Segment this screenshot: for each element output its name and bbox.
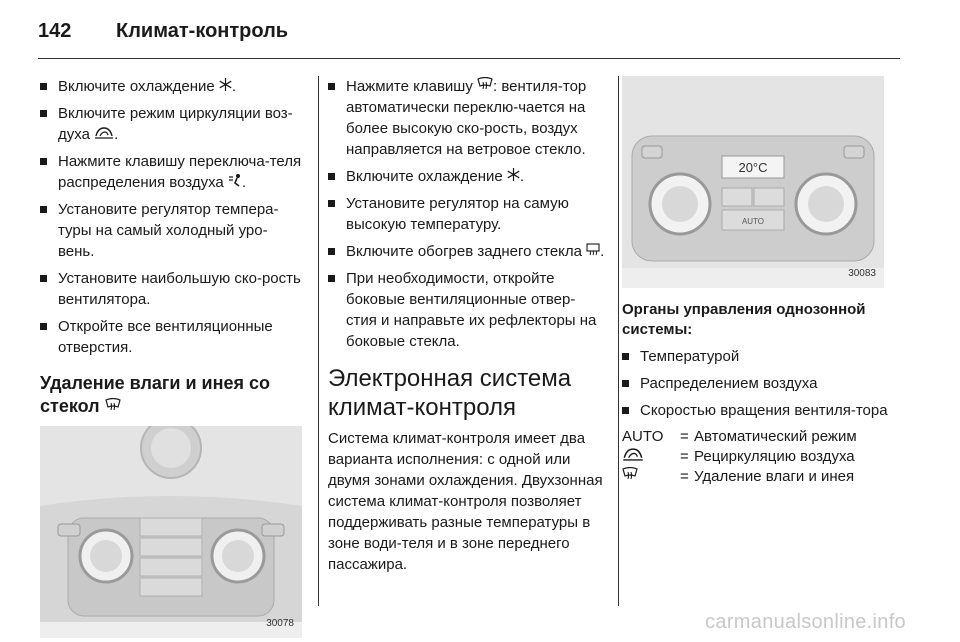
snowflake-icon [507,168,520,181]
header-rule [38,58,900,59]
legend-row: = Удаление влаги и инея [622,467,892,487]
list-item: Включите охлаждение . [328,166,606,187]
defrost-icon [477,77,493,91]
legend-row: = Рециркуляцию воздуха [622,447,892,467]
page-title: Климат-контроль [116,20,289,42]
list-item: Установите регулятор темпера-туры на самый холодный уро-вень. [40,199,302,262]
column-2 [328,76,606,575]
list-item: Установите наибольшую ско-рость вентилятора. [40,268,302,310]
auto-button-label: AUTO [741,217,765,226]
list-item: Температурой [622,346,902,367]
list-item: Установите регулятор на самую высокую температуру. [328,193,606,235]
defrost-steps-list [328,76,606,352]
legend-value: Автоматический режим [694,428,857,445]
defrost-icon [105,398,121,412]
list-item: Распределением воздуха [622,373,902,394]
figure-caption: Органы управления однозонной системы: [622,301,866,338]
single-zone-panel-figure [622,76,884,288]
snowflake-icon [219,78,232,91]
legend-row: AUTO = Автоматический режим [622,427,892,447]
figure-number: 30083 [848,268,876,279]
legend-value: Рециркуляцию воздуха [694,448,855,465]
airflow-icon [228,173,242,187]
recirculation-icon [94,127,114,139]
column-divider-2 [618,76,619,606]
list-item: Скоростью вращения вентиля-тора [622,400,902,421]
recirculation-icon [622,448,644,461]
controls-list [622,346,902,421]
climate-panel-figure [40,426,302,638]
list-item: При необходимости, откройте боковые вентиляционные отвер-стия и направьте их рефлекторы на боковые стекла. [328,268,606,352]
column-divider-1 [318,76,319,606]
defrost-icon [622,467,638,481]
list-item: Откройте все вентиляционные отверстия. [40,316,302,358]
instruction-list [40,76,302,358]
figure-number: 30078 [266,618,294,629]
column-1 [40,76,302,638]
section-heading: Удаление влаги и инея со стекол [40,373,271,416]
display-readout: 20°C [738,160,768,175]
watermark: carmanualsonline.info [705,611,906,633]
list-item: Нажмите клавишу переключа-теля распределения воздуха . [40,151,302,193]
list-item: Включите обогрев заднего стекла . [328,241,606,262]
climate-panel-illustration [40,426,302,638]
body-paragraph: Система климат-контроля имеет два варианта исполнения: с одной или двумя зонами охлаждения. Двухзонная система климат-контроля позволяет поддерживать разные температуры в зоне води-теля и в зоне переднего пассажира. [328,430,603,573]
legend-key: AUTO [622,428,664,445]
single-zone-panel-illustration [622,76,884,288]
list-item: Включите охлаждение . [40,76,302,97]
list-item: Включите режим циркуляции воз-духа . [40,103,302,145]
page-number: 142 [38,20,72,42]
section-heading: Электронная система климат-контроля [328,365,572,421]
column-3 [622,76,902,487]
legend [622,427,892,487]
legend-value: Удаление влаги и инея [694,468,855,485]
list-item: Нажмите клавишу : вентиля-тор автоматически переклю-чается на более высокую ско-рость, воздух направляется на ветровое стекло. [328,76,606,160]
rear-window-heating-icon [586,243,600,256]
